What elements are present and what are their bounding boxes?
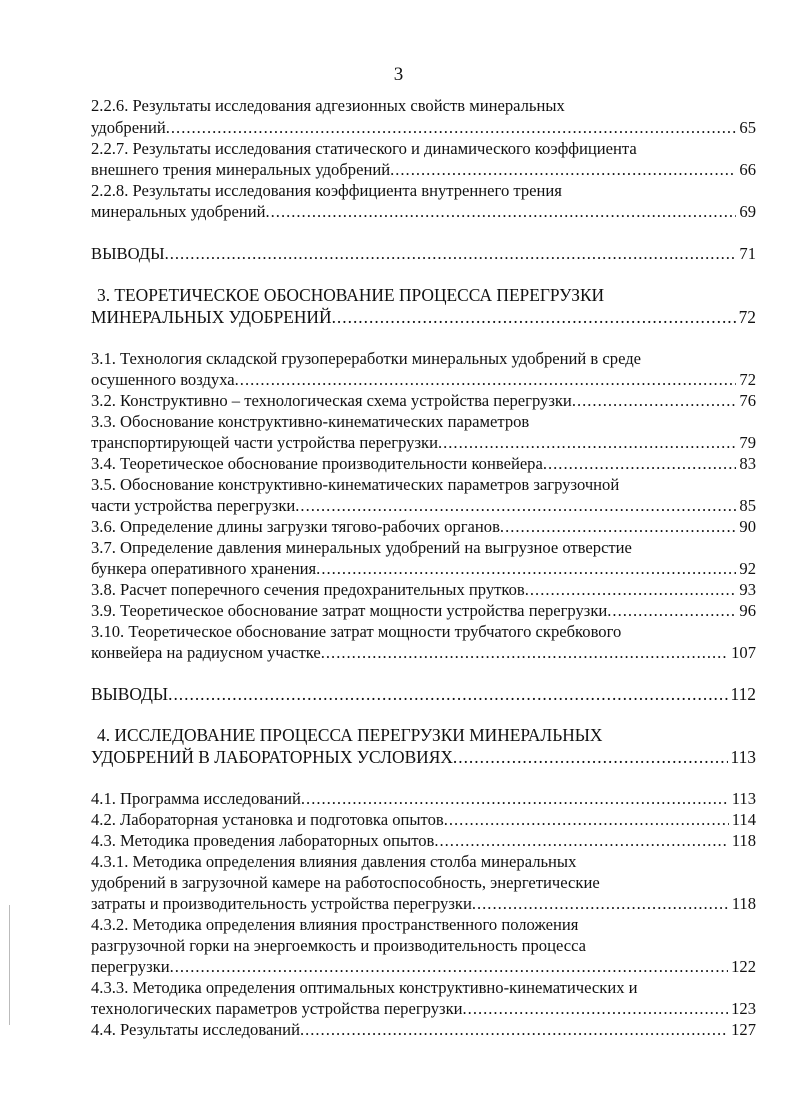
toc-entry-4-3-1: 4.3.1. Методика определения влияния давления столба минеральных [91,852,577,871]
toc-entry-2-2-8-cont: минеральных удобрений ..... 69 [91,201,756,222]
toc-chapter-3-title-cont: МИНЕРАЛЬНЫХ УДОБРЕНИЙ ..... 72 [91,307,756,328]
toc-entry-4-3-1-cont2: затраты и производительность устройства перегрузки ..... 118 [91,893,756,914]
toc-entry-3-3-cont: транспортирующей части устройства перегрузки ..... 79 [91,432,756,453]
toc-entry-4-3-3-cont: технологических параметров устройства перегрузки ..... 123 [91,998,756,1019]
page-ref: 107 [728,642,756,663]
toc-entry-4-4: 4.4. Результаты исследований ..... 127 [91,1019,756,1040]
toc-entry-3-2: 3.2. Конструктивно – технологическая схема устройства перегрузки ..... 76 [91,390,756,411]
page-ref: 72 [736,307,756,328]
page-ref: 76 [736,390,756,411]
toc-entry-2-2-8: 2.2.8. Результаты исследования коэффициента внутреннего трения [91,181,562,200]
toc-entry-4-1: 4.1. Программа исследований ..... 113 [91,788,756,809]
toc-entry-4-3-2-cont: разгрузочной горки на энергоемкость и производительность процесса [91,936,587,955]
page-ref: 93 [736,579,756,600]
page-ref: 114 [729,809,756,830]
toc-entry-3-7-cont: бункера оперативного хранения ..... 92 [91,558,756,579]
page-ref: 96 [736,600,756,621]
toc-entry-3-8: 3.8. Расчет поперечного сечения предохранительных прутков ..... 93 [91,579,756,600]
toc-entry-3-3: 3.3. Обоснование конструктивно-кинематических параметров [91,412,530,431]
toc-entry-3-9: 3.9. Теоретическое обоснование затрат мощности устройства перегрузки ..... 96 [91,600,756,621]
toc-entry-4-3-2-cont2: перегрузки ..... 122 [91,956,756,977]
page-ref: 113 [729,788,756,809]
toc-entry-2-2-6: 2.2.6. Результаты исследования адгезионных свойств минеральных [91,96,565,115]
toc-chapter-4-title: 4. ИССЛЕДОВАНИЕ ПРОЦЕССА ПЕРЕГРУЗКИ МИНЕРАЛЬНЫХ [97,725,603,745]
page-ref: 118 [729,830,756,851]
toc-entry-conclusions-3: ВЫВОДЫ ..... 112 [91,684,756,705]
toc-entry-3-4: 3.4. Теоретическое обоснование производительности конвейера ..... 83 [91,453,756,474]
toc-entry-3-10: 3.10. Теоретическое обоснование затрат мощности трубчатого скребкового [91,622,622,641]
page-ref: 79 [736,432,756,453]
page-ref: 112 [728,684,756,705]
page-ref: 72 [736,369,756,390]
toc-entry-2-2-7: 2.2.7. Результаты исследования статического и динамического коэффициента [91,139,637,158]
toc-entry-3-7: 3.7. Определение давления минеральных удобрений на выгрузное отверстие [91,538,632,557]
page-ref: 83 [736,453,756,474]
page-ref: 92 [736,558,756,579]
toc-entry-4-2: 4.2. Лабораторная установка и подготовка опытов ..... 114 [91,809,756,830]
page-ref: 65 [736,117,756,138]
toc-entry-2-2-7-cont: внешнего трения минеральных удобрений ..... 66 [91,159,756,180]
toc-entry-3-6: 3.6. Определение длины загрузки тягово-рабочих органов ..... 90 [91,516,756,537]
toc-entry-3-1: 3.1. Технология складской грузопереработки минеральных удобрений в среде [91,349,642,368]
page-ref: 66 [736,159,756,180]
page-ref: 90 [736,516,756,537]
page-ref: 71 [736,243,756,264]
page-ref: 127 [728,1019,756,1040]
page-ref: 122 [728,956,756,977]
toc-entry-2-2-6-cont: удобрений ..... 65 [91,117,756,138]
toc-entry-3-5: 3.5. Обоснование конструктивно-кинематических параметров загрузочной [91,475,620,494]
page-number: 3 [393,64,404,85]
toc-chapter-4-title-cont: УДОБРЕНИЙ В ЛАБОРАТОРНЫХ УСЛОВИЯХ ..... 113 [91,747,756,768]
page-ref: 118 [729,893,756,914]
page-ref: 113 [728,747,756,768]
page-ref: 123 [728,998,756,1019]
page-ref: 85 [736,495,756,516]
toc-entry-conclusions-2: ВЫВОДЫ ..... 71 [91,243,756,264]
page-ref: 69 [736,201,756,222]
toc-entry-4-3-3: 4.3.3. Методика определения оптимальных конструктивно-кинематических и [91,978,638,997]
toc-entry-4-3-1-cont: удобрений в загрузочной камере на работоспособность, энергетические [91,873,600,892]
toc-entry-4-3: 4.3. Методика проведения лабораторных опытов ..... 118 [91,830,756,851]
toc-entry-3-1-cont: осушенного воздуха ..... 72 [91,369,756,390]
scan-edge-line [9,905,10,1025]
toc-entry-3-5-cont: части устройства перегрузки ..... 85 [91,495,756,516]
toc-chapter-3-title: 3. ТЕОРЕТИЧЕСКОЕ ОБОСНОВАНИЕ ПРОЦЕССА ПЕРЕГРУЗКИ [97,285,605,305]
toc-entry-3-10-cont: конвейера на радиусном участке ..... 107 [91,642,756,663]
toc-entry-4-3-2: 4.3.2. Методика определения влияния пространственного положения [91,915,579,934]
